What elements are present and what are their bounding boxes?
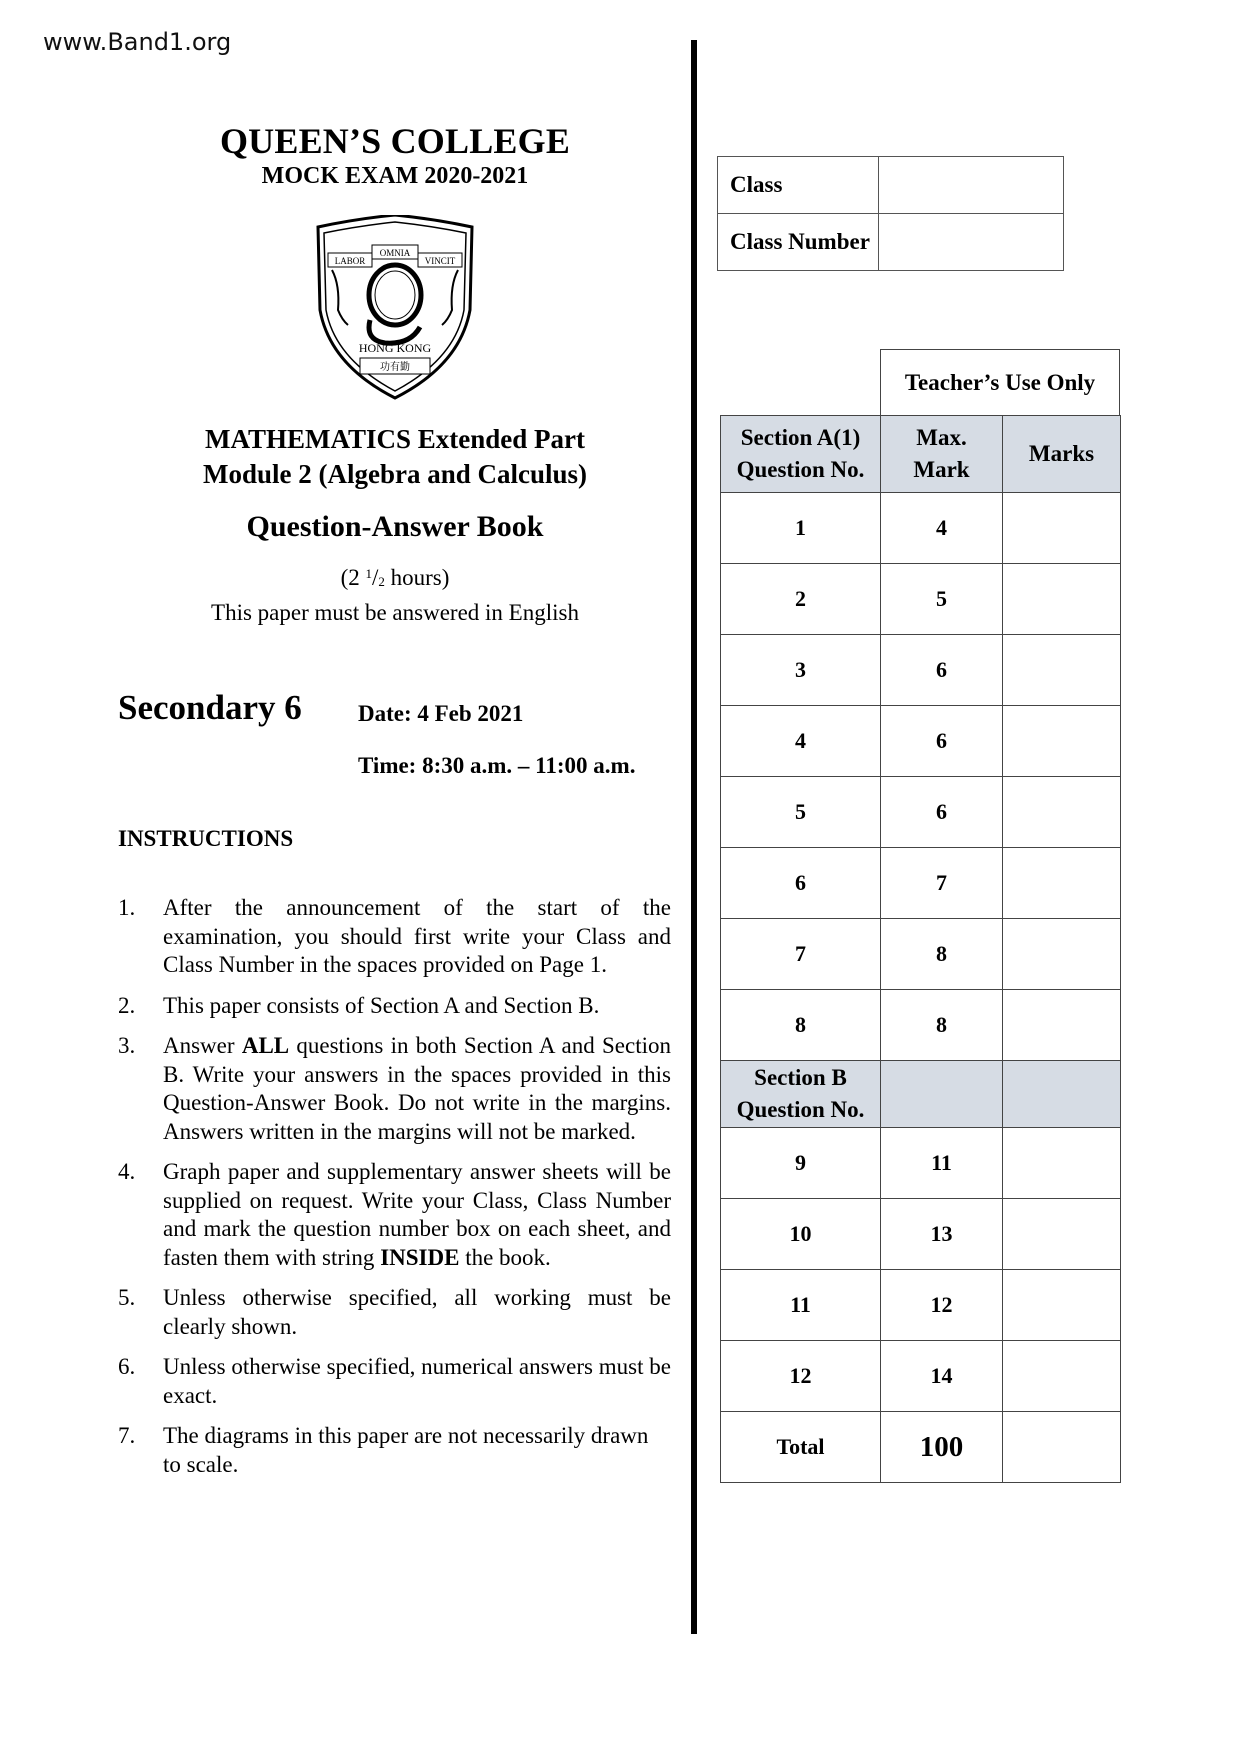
section-b-blank-cell — [1003, 1061, 1121, 1128]
student-info-table — [717, 156, 1064, 271]
table-row — [721, 919, 1121, 990]
table-row — [721, 848, 1121, 919]
watermark-url: www.Band1.org — [43, 28, 232, 56]
max-mark: 4 — [881, 493, 1003, 564]
marks-field[interactable] — [1003, 990, 1121, 1061]
exam-time: Time: 8:30 a.m. – 11:00 a.m. — [358, 753, 636, 778]
marks-table — [720, 415, 1121, 1483]
form-level: Secondary 6 — [118, 688, 302, 727]
instruction-item: 6. Unless otherwise specified, numerical answers must be exact. — [118, 1354, 671, 1408]
question-number: 11 — [721, 1270, 881, 1341]
crest-location: HONG KONG — [358, 341, 432, 355]
instructions-list — [118, 894, 671, 1491]
class-number-field[interactable] — [879, 214, 1064, 271]
table-row — [721, 706, 1121, 777]
question-number: 10 — [721, 1199, 881, 1270]
max-mark: 11 — [881, 1128, 1003, 1199]
question-number: 5 — [721, 777, 881, 848]
marks-field[interactable] — [1003, 493, 1121, 564]
question-number: 1 — [721, 493, 881, 564]
school-crest-icon — [310, 215, 480, 400]
table-row — [721, 493, 1121, 564]
question-number: 7 — [721, 919, 881, 990]
instruction-item: 7. The diagrams in this paper are not necessarily drawn to scale. — [118, 1423, 649, 1477]
question-number: 9 — [721, 1128, 881, 1199]
table-row — [721, 990, 1121, 1061]
teacher-use-header: Teacher’s Use Only — [880, 349, 1120, 415]
exam-name: MOCK EXAM 2020-2021 — [261, 163, 529, 189]
marks-field[interactable] — [1003, 1128, 1121, 1199]
table-row — [721, 777, 1121, 848]
total-max-mark: 100 — [881, 1412, 1003, 1483]
question-number: 4 — [721, 706, 881, 777]
table-row — [721, 564, 1121, 635]
marks-header: Marks — [1003, 416, 1121, 493]
language-note: This paper must be answered in English — [211, 600, 579, 625]
crest-motto-right: VINCIT — [424, 256, 456, 266]
max-mark: 14 — [881, 1341, 1003, 1412]
marks-field[interactable] — [1003, 1270, 1121, 1341]
max-mark: 6 — [881, 635, 1003, 706]
section-a-header-row — [721, 416, 1121, 493]
book-title: Question-Answer Book — [246, 510, 544, 543]
table-row — [721, 1199, 1121, 1270]
subject-title: MATHEMATICS Extended Part — [205, 424, 585, 454]
marks-field[interactable] — [1003, 919, 1121, 990]
marks-field[interactable] — [1003, 564, 1121, 635]
max-mark: 5 — [881, 564, 1003, 635]
question-number: 6 — [721, 848, 881, 919]
table-row — [721, 1270, 1121, 1341]
instruction-item: 1. After the announcement of the start of the examination, you should first write your Class and Class Number in the spaces provided on Page 1. — [118, 895, 671, 977]
instruction-item: 3. Answer ALL questions in both Section A and Section B. Write your answers in the spaces provided in this Question-Answer Book. Do not write in the margins. Answers written in the margins will not be marked. — [118, 1033, 671, 1144]
question-number: 8 — [721, 990, 881, 1061]
module-title: Module 2 (Algebra and Calculus) — [202, 459, 588, 489]
max-mark: 6 — [881, 706, 1003, 777]
crest-motto-left: LABOR — [334, 256, 366, 266]
section-a-question-header: Section A(1) Question No. — [721, 416, 881, 493]
section-b-blank-cell — [881, 1061, 1003, 1128]
crest-motto-center: OMNIA — [379, 248, 411, 258]
max-mark: 8 — [881, 990, 1003, 1061]
instruction-item: 2. This paper consists of Section A and Section B. — [118, 992, 600, 1018]
school-name: QUEEN’S COLLEGE — [219, 121, 571, 161]
marks-field[interactable] — [1003, 777, 1121, 848]
page-divider — [691, 40, 697, 1634]
total-row — [721, 1412, 1121, 1483]
question-number: 12 — [721, 1341, 881, 1412]
max-mark-header: Max. Mark — [881, 416, 1003, 493]
total-marks-field[interactable] — [1003, 1412, 1121, 1483]
marks-field[interactable] — [1003, 635, 1121, 706]
class-label: Class — [718, 157, 879, 214]
table-row — [721, 1128, 1121, 1199]
question-number: 2 — [721, 564, 881, 635]
class-field[interactable] — [879, 157, 1064, 214]
max-mark: 6 — [881, 777, 1003, 848]
max-mark: 7 — [881, 848, 1003, 919]
question-number: 3 — [721, 635, 881, 706]
total-label: Total — [721, 1412, 881, 1483]
instruction-item: 4. Graph paper and supplementary answer sheets will be supplied on request. Write your Class, Class Number and mark the question number box on each sheet, and fasten them with string INSIDE the book. — [118, 1159, 671, 1270]
class-number-label: Class Number — [718, 214, 879, 271]
max-mark: 12 — [881, 1270, 1003, 1341]
instruction-item: 5. Unless otherwise specified, all working must be clearly shown. — [118, 1285, 671, 1339]
marks-field[interactable] — [1003, 848, 1121, 919]
marks-field[interactable] — [1003, 706, 1121, 777]
exam-duration: (2 $^1/_2$ hours) — [340, 565, 450, 590]
marks-field[interactable] — [1003, 1341, 1121, 1412]
section-b-header-row — [721, 1061, 1121, 1128]
crest-chinese-text: 功有勤 — [380, 362, 410, 373]
section-b-question-header: Section B Question No. — [721, 1061, 881, 1128]
instructions-heading: INSTRUCTIONS — [118, 826, 294, 851]
max-mark: 13 — [881, 1199, 1003, 1270]
exam-date: Date: 4 Feb 2021 — [358, 701, 524, 726]
table-row — [721, 635, 1121, 706]
marks-field[interactable] — [1003, 1199, 1121, 1270]
max-mark: 8 — [881, 919, 1003, 990]
table-row — [721, 1341, 1121, 1412]
